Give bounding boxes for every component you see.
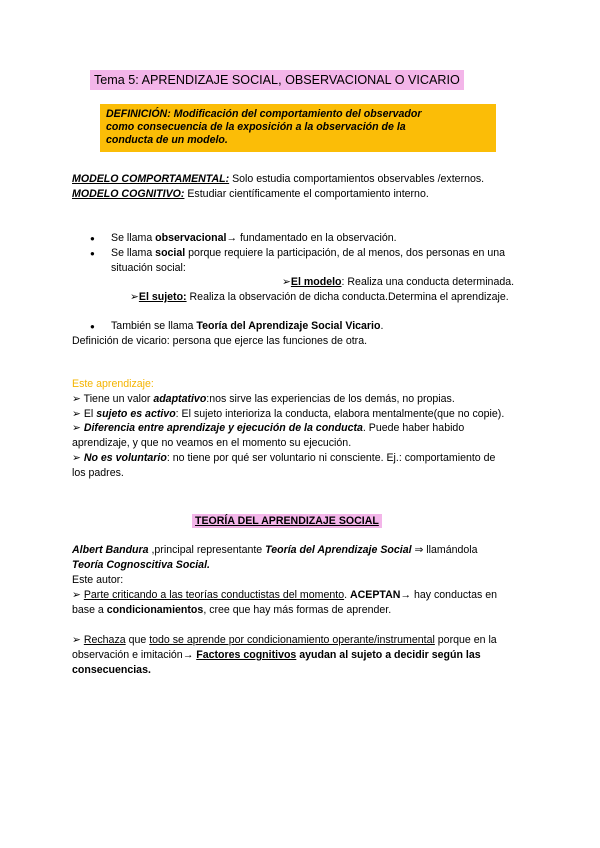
sujeto-text: Realiza la observación de dicha conducta.Determina el aprendizaje. — [186, 291, 509, 303]
modelo-comportamental-text: Solo estudia comportamientos observables /externos. — [229, 173, 485, 185]
text: porque requiere la participación, de al menos, dos personas en una — [185, 247, 506, 259]
text: ➢ — [72, 452, 84, 464]
bold-italic-text: Diferencia entre aprendizaje y ejecución de la conducta — [83, 422, 363, 434]
bold-underlined-text: Factores cognitivos — [196, 649, 297, 661]
bold-italic-text: Teoría del Aprendizaje Social — [265, 544, 412, 556]
sujeto-line — [130, 291, 509, 303]
text: Se llama — [111, 247, 156, 259]
este-autor: Este autor: — [72, 574, 124, 586]
definition-line: conducta de un modelo. — [106, 134, 228, 146]
text: ➢ El — [72, 408, 97, 420]
bold-text: condicionamientos — [106, 604, 204, 616]
underlined-text: Parte criticando a las teorías conductistas del momento — [83, 589, 345, 601]
teoria-item — [72, 634, 497, 646]
bold-text: Teoría del Aprendizaje Social Vicario — [196, 320, 381, 332]
text: También se llama — [111, 320, 197, 332]
text: → hay conductas en — [400, 589, 498, 601]
text: ➢ — [72, 422, 84, 434]
text: : no tiene por qué ser voluntario ni consciente. Ej.: comportamiento de — [166, 452, 496, 464]
modelo-comportamental-label: MODELO COMPORTAMENTAL: — [72, 173, 230, 185]
text: , cree que hay más formas de aprender. — [203, 604, 392, 616]
bold-text: observacional — [155, 232, 227, 244]
text: : El sujeto interioriza la conducta, elabora mentalmente(que no copie). — [175, 408, 505, 420]
text: base a — [72, 604, 107, 616]
bold-text: ACEPTAN — [350, 589, 401, 601]
definition-box — [100, 104, 496, 152]
text: → fundamentado en la observación. — [226, 232, 397, 244]
aprendizaje-item-continuation: los padres. — [72, 467, 124, 479]
list-item-continuation: situación social: — [111, 262, 186, 274]
text: ➢ — [72, 634, 84, 646]
bold-text: social — [155, 247, 186, 259]
modelo-comportamental — [72, 173, 484, 185]
text: ➢ — [72, 589, 84, 601]
list-item — [111, 320, 383, 332]
text: ⇒ llamándola — [411, 544, 478, 556]
arrow-icon: ➢ — [130, 291, 139, 303]
bandura-line-continuation: Teoría Cognoscitiva Social. — [72, 559, 210, 571]
text: ,principal representante — [148, 544, 266, 556]
text: :nos sirve las experiencias de los demás, no propias. — [206, 393, 455, 405]
list-item — [111, 232, 397, 244]
text: que — [125, 634, 150, 646]
underlined-text: Rechaza — [83, 634, 126, 646]
list-item — [111, 247, 505, 259]
aprendizaje-item — [72, 452, 495, 464]
bullet-dot-icon: ● — [90, 249, 95, 258]
text: . — [344, 589, 350, 601]
modelo-line — [282, 276, 514, 288]
aprendizaje-item-continuation: aprendizaje, y que no veamos en el momento su ejecución. — [72, 437, 352, 449]
bullet-dot-icon: ● — [90, 234, 95, 243]
bandura-line — [72, 544, 478, 556]
modelo-cognitivo-label: MODELO COGNITIVO: — [72, 188, 185, 200]
text: . — [380, 320, 384, 332]
bold-italic-text: No es voluntario — [83, 452, 167, 464]
teoria-item-continuation: consecuencias. — [72, 664, 151, 676]
text: observación e imitación→ — [72, 649, 197, 661]
text: . Puede haber habido — [362, 422, 465, 434]
text: ➢ Tiene un valor — [72, 393, 154, 405]
bold-text: ayudan al sujeto a decidir según las — [296, 649, 481, 661]
aprendizaje-heading: Este aprendizaje: — [72, 378, 154, 390]
page-title: Tema 5: APRENDIZAJE SOCIAL, OBSERVACIONAL O VICARIO — [90, 70, 464, 90]
bold-italic-text: Albert Bandura — [72, 544, 149, 556]
text: porque en la — [434, 634, 497, 646]
modelo-cognitivo-text: Estudiar científicamente el comportamiento interno. — [184, 188, 429, 200]
aprendizaje-item — [72, 408, 504, 420]
definition-line: como consecuencia de la exposición a la observación de la — [106, 121, 406, 133]
section-heading: TEORÍA DEL APRENDIZAJE SOCIAL — [192, 514, 382, 528]
bullet-dot-icon: ● — [90, 322, 95, 331]
sujeto-label: El sujeto: — [138, 291, 187, 303]
teoria-item-continuation — [72, 604, 391, 616]
modelo-label: El modelo — [290, 276, 342, 288]
vicario-definition: Definición de vicario: persona que ejerce las funciones de otra. — [72, 335, 368, 347]
teoria-item — [72, 589, 497, 601]
bold-italic-text: sujeto es activo — [96, 408, 176, 420]
arrow-icon: ➢ — [282, 276, 291, 288]
text: Se llama — [111, 232, 156, 244]
aprendizaje-item — [72, 393, 455, 405]
modelo-cognitivo — [72, 188, 429, 200]
modelo-text: : Realiza una conducta determinada. — [341, 276, 515, 288]
underlined-text: todo se aprende por condicionamiento operante/instrumental — [149, 634, 435, 646]
definition-line: DEFINICIÓN: Modificación del comportamiento del observador — [106, 108, 422, 120]
bold-italic-text: adaptativo — [153, 393, 207, 405]
aprendizaje-item — [72, 422, 464, 434]
teoria-item-continuation — [72, 649, 481, 661]
